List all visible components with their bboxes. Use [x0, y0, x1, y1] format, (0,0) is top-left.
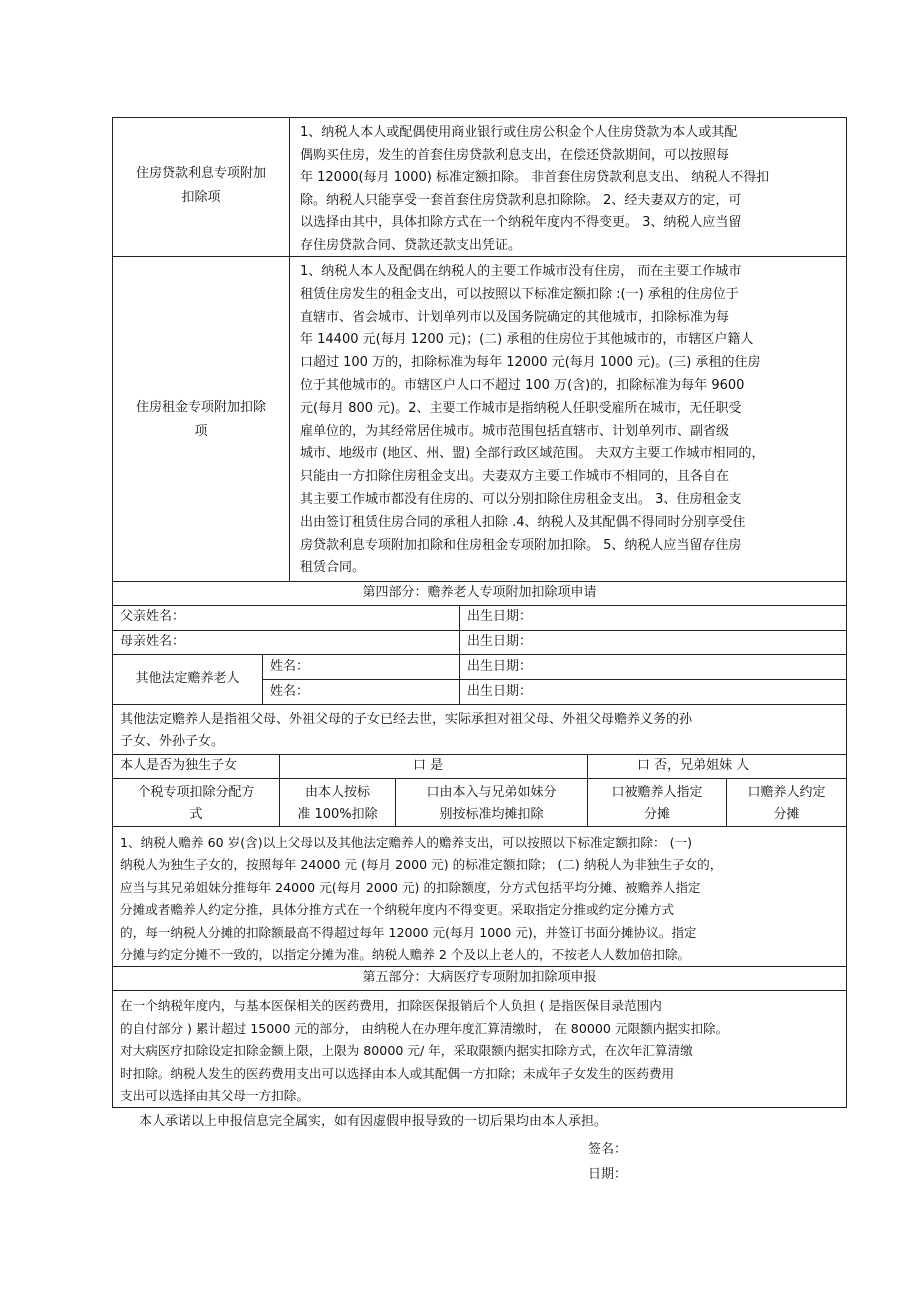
date-label: 日期： [588, 1167, 628, 1182]
text-line: 分摊与约定分摊不一致的，以指定分摊为准。纳税人赡养 2 个及以上老人的，不按老人人数加倍扣除。 [120, 947, 691, 963]
other-elderly-label: 其他法定赡养老人 [135, 671, 240, 686]
row-line [112, 704, 847, 705]
allocation-option-equal[interactable] [396, 782, 587, 826]
col-line [459, 605, 460, 704]
medical-rules-text [120, 995, 728, 1108]
option-line: 分摊 [643, 807, 670, 822]
text-line: 存住房贷款合同、贷款还款支出凭证。 [300, 237, 522, 253]
row-line [112, 630, 847, 631]
text-line: 租赁合同。 [300, 560, 366, 576]
text-line: 直辖市、省会城市、计划单列市以及国务院确定的其他城市，扣除标准为每 [300, 309, 730, 325]
text-line: 应当与其兄弟姐妹分推每年 24000 元(每月 2000 元) 的扣除额度，分方式包括平均分摊、被赡养人指定 [120, 879, 701, 895]
text-line: 年 12000(每月 1000) 标准定额扣除。 非首套住房贷款利息支出、 纳税人不得扣 [300, 170, 770, 186]
option-line: 准 100%扣除 [297, 807, 378, 822]
father-birth-label: 出生日期： [467, 609, 533, 624]
other-name-label: 姓名： [270, 684, 310, 699]
text-line: 的，每一纳税人分摊的扣除额最高不得超过每年 12000 元(每月 1000 元)，并签订书面分摊协议。指定 [120, 924, 697, 940]
text-line: 除。纳税人只能享受一套首套住房贷款利息扣除除。 2、经夫妻双方的定，可 [300, 192, 742, 208]
label-line: 项 [194, 424, 208, 439]
text-line: 1、纳税人赡养 60 岁(含)以上父母以及其他法定赡养人的赡养支出，可以按照以下标准定额扣除： (一) [120, 835, 693, 850]
row-line [262, 679, 847, 680]
text-line: 纳税人为独生子女的，按照每年 24000 元 (每月 2000 元) 的标准定额扣除； (二) 纳税人为非独生子女的， [120, 857, 723, 873]
label-line: 住房贷款利息专项附加 [135, 166, 266, 181]
housing-loan-text [300, 122, 769, 258]
label-line: 住房租金专项附加扣除 [135, 400, 266, 415]
housing-rent-label [113, 396, 289, 444]
text-line: 1、纳税人本人及配偶在纳税人的主要工作城市没有住房， 而在主要工作城市 [300, 264, 742, 279]
option-line: 口由本入与兄弟如妹分 [426, 785, 557, 800]
mother-birth-label: 出生日期： [467, 634, 533, 649]
text-line: 的自付部分 ) 累计超过 15000 元的部分， 由纳税人在办理年度汇算清缴时， 在 80000 元限额内据实扣除。 [120, 1020, 729, 1036]
signature-label: 签名： [588, 1142, 628, 1157]
table-border-left [112, 117, 113, 1108]
allocation-option-self[interactable] [280, 782, 395, 826]
text-line: 支出可以选择由其父母一方扣除。 [120, 1088, 309, 1104]
text-line: 位于其他城市的。市辖区户人口不超过 100 万(含)的，扣除标准为每年 9600 [300, 377, 745, 393]
text-line: 分摊或者赡养人约定分推，具体分推方式在一个纳税年度内不得变更。采取指定分推或约定分摊方式 [120, 902, 675, 918]
label-line: 扣除项 [181, 190, 221, 205]
text-line: 1、纳税人本人或配偶使用商业银行或住房公积金个人住房贷款为本人或其配 [300, 125, 738, 140]
text-line: 雇单位的，为其经常居住城市。城市范围包括直辖市、计划单列市、副省级 [300, 423, 730, 439]
text-line: 出由签订租赁住房合同的承租人扣除 .4、纳税人及其配偶不得同时分别享受住 [300, 514, 746, 530]
row-line [112, 778, 847, 779]
pledge-statement: 本人承诺以上申报信息完全属实，如有因虚假申报导致的一切后果均由本人承担。 [139, 1114, 608, 1129]
text-line: 其他法定赡养人是指祖父母、外祖父母的子女已经去世，实际承担对祖父母、外祖父母赡养义务的孙 [120, 712, 693, 727]
other-name-label: 姓名： [270, 659, 310, 674]
row-line [112, 990, 847, 991]
row-line [112, 654, 847, 655]
other-birth-label: 出生日期： [467, 684, 533, 699]
father-name-label: 父亲姓名： [120, 609, 186, 624]
text-line: 只能由一方扣除住房租金支出。夫妻双方主要工作城市不相同的，且各自在 [300, 469, 730, 485]
text-line: 城市、地级市 (地区、州、盟) 全部行政区域范围。 夫双方主要工作城市相同的， [300, 446, 765, 462]
label-line: 式 [189, 807, 203, 822]
section-title-elderly: 第四部分：赡养老人专项附加扣除项申请 [362, 585, 597, 600]
other-elderly-note [120, 709, 692, 753]
elderly-rules-text [120, 832, 722, 966]
label-line: 个税专项扣除分配方 [137, 785, 255, 800]
text-line: 子女、外孙子女。 [120, 734, 225, 749]
allocation-option-agreed[interactable] [727, 782, 846, 826]
col-line [587, 754, 588, 778]
row-line [112, 605, 847, 606]
only-child-yes-option[interactable]: 口 是 [413, 758, 444, 773]
option-line: 口被赡养人指定 [611, 785, 703, 800]
text-line: 时扣除。纳税人发生的医药费用支出可以选择由本人或其配偶一方扣除；未成年子女发生的医药费用 [120, 1065, 675, 1081]
text-line: 租赁住房发生的租金支出，可以按照以下标准定额扣除 :(一) 承租的住房位于 [300, 286, 739, 302]
text-line: 在一个纳税年度内，与基本医保相关的医药费用，扣除医保报销后个人负担 ( 是指医保目录范围内 [120, 998, 662, 1013]
table-border-right [846, 117, 847, 1108]
col-line [289, 117, 290, 581]
housing-loan-label [113, 162, 289, 210]
option-line: 由本人按标 [304, 785, 370, 800]
row-line [112, 117, 847, 118]
text-line: 口超过 100 万的，扣除标准为每年 12000 元(每月 1000 元)。(三) 承租的住房 [300, 355, 761, 371]
only-child-label: 本人是否为独生子女 [120, 758, 238, 773]
text-line: 偶购买住房，发生的首套住房贷款利息支出，在偿还贷款期间，可以按照每 [300, 147, 730, 163]
section-title-medical: 第五部分：大病医疗专项附加扣除项申报 [362, 970, 597, 985]
option-line: 分摊 [773, 807, 800, 822]
col-line [262, 654, 263, 704]
text-line: 元(每月 800 元)。2、主要工作城市是指纳税人任职受雇所在城市，无任职受 [300, 400, 742, 416]
housing-rent-text [300, 261, 765, 580]
row-line [112, 581, 847, 582]
text-line: 以选择由其中，具体扣除方式在一个纳税年度内不得变更。 3、纳税人应当留 [300, 215, 742, 231]
row-line [112, 826, 847, 827]
other-birth-label: 出生日期： [467, 659, 533, 674]
text-line: 其主要工作城市都没有住房的、可以分别扣除住房租金支出。 3、住房租金支 [300, 491, 742, 507]
text-line: 房贷款利息专项附加扣除和住房租金专项附加扣除。 5、纳税人应当留存住房 [300, 537, 742, 553]
allocation-label [113, 782, 279, 826]
option-line: 别按标准均摊扣除 [439, 807, 544, 822]
text-line: 年 14400 元(每月 1200 元)；(二) 承租的住房位于其他城市的，市辖区户籍人 [300, 332, 754, 348]
text-line: 对大病医疗扣除设定扣除金额上限，上限为 80000 元/ 年，采取限额内据实扣除方式，在次年汇算清缴 [120, 1043, 693, 1059]
option-line: 口赡养人约定 [747, 785, 826, 800]
allocation-option-designated[interactable] [588, 782, 726, 826]
row-line [112, 754, 847, 755]
only-child-no-option[interactable]: 口 否，兄弟姐妹 人 [637, 758, 750, 773]
mother-name-label: 母亲姓名： [120, 634, 186, 649]
